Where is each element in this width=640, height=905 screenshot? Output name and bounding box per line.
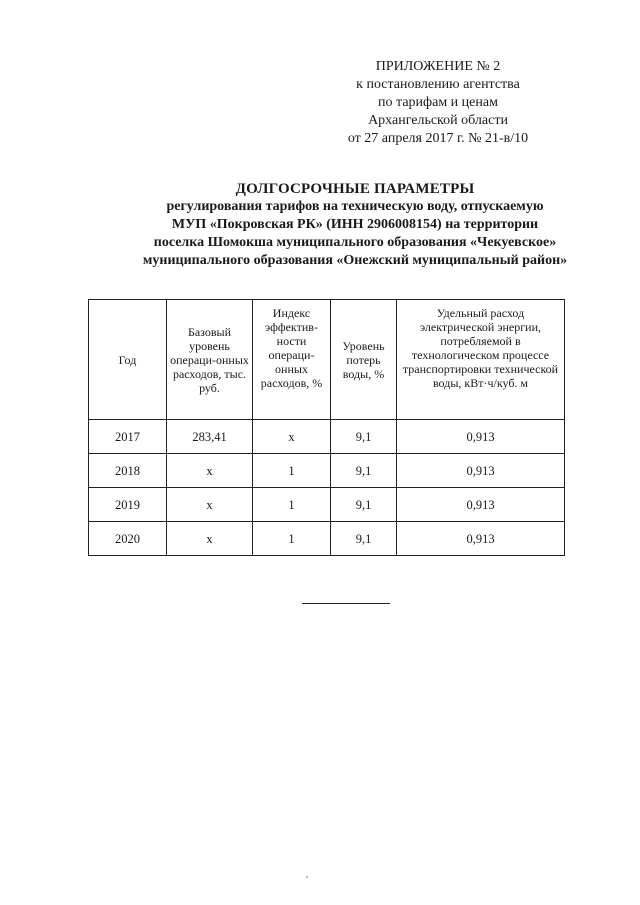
cell-base-opex: х xyxy=(167,454,253,488)
appendix-number: ПРИЛОЖЕНИЕ № 2 xyxy=(375,59,501,74)
header-base-opex: Базовый уровень операци-онных расходов, тыс. руб. xyxy=(167,300,253,420)
parameters-table xyxy=(88,299,565,556)
appendix-date: от 27 апреля 2017 г. № 21-в/10 xyxy=(347,131,529,146)
appendix-line: Архангельской области xyxy=(368,113,508,128)
cell-year: 2020 xyxy=(89,522,167,556)
cell-base-opex: 283,41 xyxy=(167,420,253,454)
cell-efficiency-index: 1 xyxy=(253,522,331,556)
title-line: регулирования тарифов на техническую воду, отпускаемую xyxy=(166,199,544,214)
cell-year: 2018 xyxy=(89,454,167,488)
cell-water-loss: 9,1 xyxy=(331,488,397,522)
cell-energy-consumption: 0,913 xyxy=(397,420,565,454)
scan-speck xyxy=(306,876,308,878)
table-row xyxy=(89,488,565,522)
cell-year: 2019 xyxy=(89,488,167,522)
title-line: МУП «Покровская РК» (ИНН 2906008154) на территории xyxy=(171,217,539,232)
table-row xyxy=(89,420,565,454)
cell-water-loss: 9,1 xyxy=(331,454,397,488)
header-efficiency-index: Индекс эффектив-ности операци-онных расходов, % xyxy=(253,300,331,420)
cell-energy-consumption: 0,913 xyxy=(397,454,565,488)
appendix-line: к постановлению агентства xyxy=(356,77,520,92)
cell-year: 2017 xyxy=(89,420,167,454)
cell-energy-consumption: 0,913 xyxy=(397,488,565,522)
header-year: Год xyxy=(89,300,167,420)
table-row xyxy=(89,522,565,556)
header-water-loss: Уровень потерь воды, % xyxy=(331,300,397,420)
cell-water-loss: 9,1 xyxy=(331,522,397,556)
cell-base-opex: х xyxy=(167,488,253,522)
header-energy-consumption: Удельный расход электрической энергии, потребляемой в технологическом процессе транспортировки технической воды, кВт·ч/куб. м xyxy=(397,300,565,420)
table-header-row xyxy=(89,300,565,420)
closing-divider xyxy=(302,603,390,604)
cell-water-loss: 9,1 xyxy=(331,420,397,454)
document-title xyxy=(40,180,640,270)
title-main: ДОЛГОСРОЧНЫЕ ПАРАМЕТРЫ xyxy=(235,181,475,197)
cell-energy-consumption: 0,913 xyxy=(397,522,565,556)
title-line: муниципального образования «Онежский муниципальный район» xyxy=(142,253,568,268)
cell-efficiency-index: 1 xyxy=(253,454,331,488)
appendix-header xyxy=(308,58,568,148)
title-line: поселка Шомокша муниципального образования «Чекуевское» xyxy=(153,235,557,250)
cell-efficiency-index: х xyxy=(253,420,331,454)
appendix-line: по тарифам и ценам xyxy=(378,95,498,110)
table-row xyxy=(89,454,565,488)
cell-base-opex: х xyxy=(167,522,253,556)
cell-efficiency-index: 1 xyxy=(253,488,331,522)
